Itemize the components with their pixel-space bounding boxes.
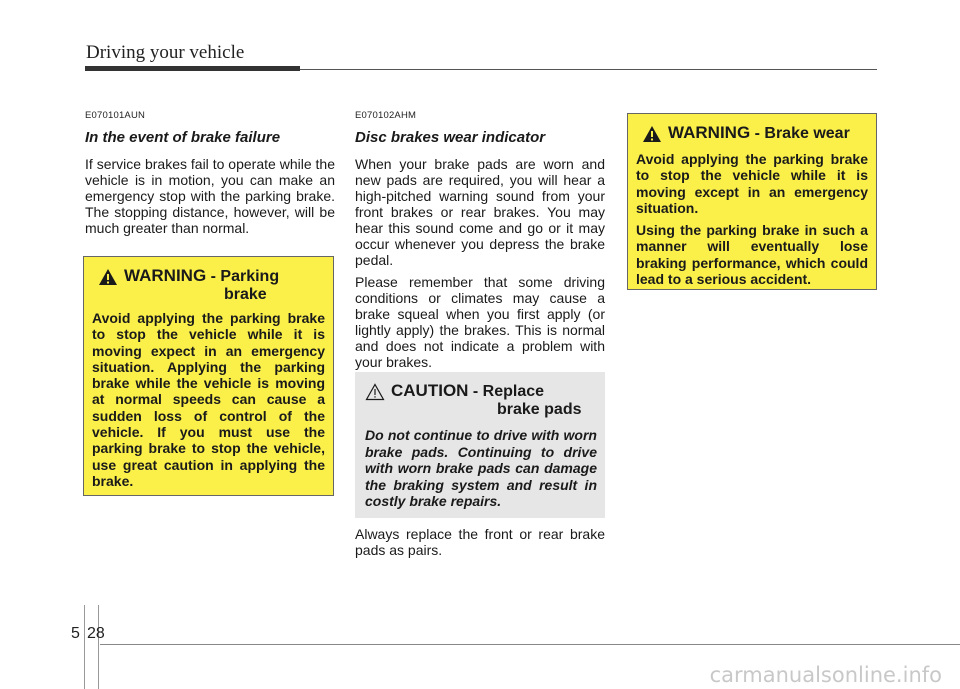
section-subhead: In the event of brake failure	[85, 129, 281, 146]
warning-body-1: Avoid applying the parking brake to stop the vehicle while it is moving except in an emergency situation.	[636, 151, 868, 216]
warning-triangle-icon	[642, 125, 662, 143]
warning-label: WARNING	[668, 123, 751, 142]
warning-body: Avoid applying the parking brake to stop the vehicle while it is moving expect in an emergency situation. Applying the parking brake while the vehicle is moving at normal speeds can cause a sudden loss of control of the vehicle. If you must use the parking brake to stop the vehicle, use great caution in applying the brake.	[92, 310, 325, 489]
section-subhead: Disc brakes wear indicator	[355, 129, 546, 146]
caution-box-brake-pads	[355, 372, 605, 518]
warning-label: WARNING	[124, 266, 207, 285]
left-column	[85, 110, 335, 236]
footer-rule	[100, 644, 960, 645]
warning-box-parking-brake	[83, 256, 334, 496]
warning-triangle-icon	[98, 268, 118, 286]
section-code: E070102AHM	[355, 110, 417, 121]
section-number: 5	[71, 625, 80, 642]
caution-triangle-icon	[365, 383, 385, 401]
warning-title-cont: brake	[224, 286, 267, 303]
caution-body: Do not continue to drive with worn brake pads. Continuing to drive with worn brake pads can damage the braking system and result in costly brake repairs.	[365, 427, 597, 509]
warning-body-2: Using the parking brake in such a manner will eventually lose braking performance, which could lead to a serious accident.	[636, 222, 868, 288]
section-body-2: Please remember that some driving conditions or climates may cause a brake squeal when you first apply (or lightly apply) the brakes. This is normal and does not indicate a problem with your brakes.	[355, 274, 605, 370]
page-number: 28	[87, 625, 105, 642]
header-rule-thin	[300, 69, 877, 70]
section-code: E070101AUN	[85, 110, 146, 121]
footer-divider-left	[84, 605, 85, 689]
warning-title: - Parking	[210, 268, 280, 285]
caution-title: - Replace	[472, 383, 545, 400]
caution-title-cont: brake pads	[497, 401, 582, 418]
middle-column	[355, 110, 605, 370]
middle-column-end	[355, 516, 605, 558]
section-body-3: Always replace the front or rear brake pads as pairs.	[355, 526, 605, 558]
header-rule	[85, 66, 300, 71]
section-body-1: When your brake pads are worn and new pads are required, you will hear a high-pitched warning sound from your front brakes or rear brakes. You may hear this sound come and go or it may occur whenever you depress the brake pedal.	[355, 156, 605, 268]
warning-title: - Brake wear	[754, 125, 850, 142]
page-header-title: Driving your vehicle	[86, 42, 245, 63]
caution-label: CAUTION	[391, 381, 469, 400]
footer-divider-right	[98, 605, 99, 689]
warning-box-brake-wear	[627, 113, 877, 290]
section-body: If service brakes fail to operate while the vehicle is in motion, you can make an emergency stop with the parking brake. The stopping distance, however, will be much greater than normal.	[85, 156, 335, 236]
watermark: carmanualsonline.info	[709, 663, 942, 687]
